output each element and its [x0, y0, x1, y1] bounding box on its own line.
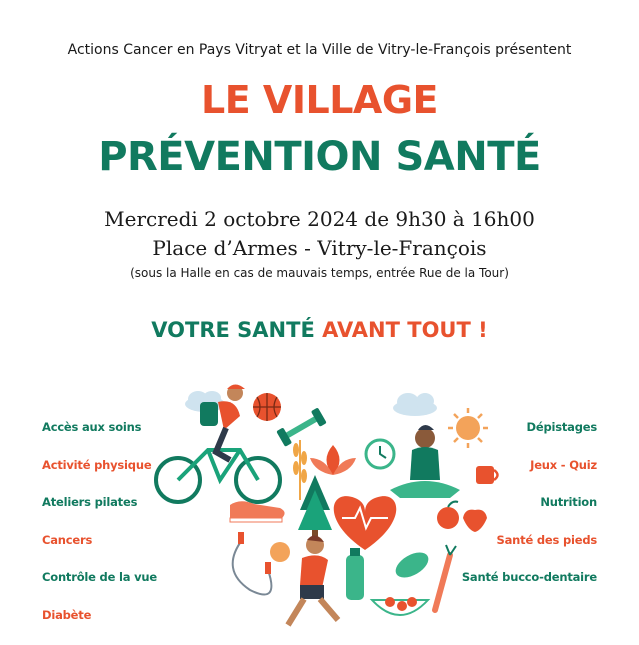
running-woman	[288, 535, 338, 625]
topic-sante-bucco-dentaire: Santé bucco-dentaire	[462, 570, 597, 608]
title-le-village: LE VILLAGE	[0, 78, 639, 122]
heart-pulse-icon	[334, 496, 397, 550]
topic-controle-vue: Contrôle de la vue	[42, 570, 157, 608]
jump-rope-icon	[233, 532, 272, 595]
tagline	[0, 318, 639, 342]
weather-note: (sous la Halle en cas de mauvais temps, entrée Rue de la Tour)	[0, 266, 639, 280]
lotus-icon	[310, 445, 356, 475]
title-prevention-sante: PRÉVENTION SANTÉ	[0, 134, 639, 180]
wheat-icon	[293, 440, 307, 500]
topic-nutrition: Nutrition	[462, 495, 597, 533]
topic-ateliers-pilates: Ateliers pilates	[42, 495, 157, 533]
tagline-part2: AVANT TOUT !	[322, 318, 488, 342]
intro-line: Actions Cancer en Pays Vitryat et la Ville de Vitry-le-François présentent	[0, 42, 639, 58]
apple-icon	[437, 502, 459, 529]
sneaker-icon	[230, 501, 285, 522]
topic-activite-physique: Activité physique	[42, 458, 157, 496]
sun-icon	[448, 408, 488, 448]
strawberry-icon	[463, 510, 487, 532]
water-bottle-icon	[346, 548, 364, 600]
event-date-time: Mercredi 2 octobre 2024 de 9h30 à 16h00	[0, 207, 639, 231]
tree-icon	[298, 475, 332, 538]
dumbbell-icon	[276, 407, 327, 447]
tagline-part1: VOTRE SANTÉ	[151, 318, 315, 342]
orange-icon	[270, 542, 290, 562]
tea-cup-icon	[476, 466, 498, 484]
topic-diabete: Diabète	[42, 608, 157, 645]
cloud-icon	[393, 393, 437, 416]
topic-jeux-quiz: Jeux - Quiz	[462, 458, 597, 496]
salad-bowl-icon	[372, 597, 428, 615]
topic-sante-pieds: Santé des pieds	[462, 533, 597, 571]
clock-icon	[366, 440, 394, 468]
basketball-icon	[253, 393, 281, 421]
event-place: Place d’Armes - Vitry-le-François	[0, 236, 639, 260]
topics-left-list	[42, 420, 157, 645]
topic-depistages: Dépistages	[462, 420, 597, 458]
health-heart-illustration	[150, 380, 500, 640]
topic-cancers: Cancers	[42, 533, 157, 571]
topic-acces-aux-soins: Accès aux soins	[42, 420, 157, 458]
meditating-woman	[390, 425, 460, 498]
